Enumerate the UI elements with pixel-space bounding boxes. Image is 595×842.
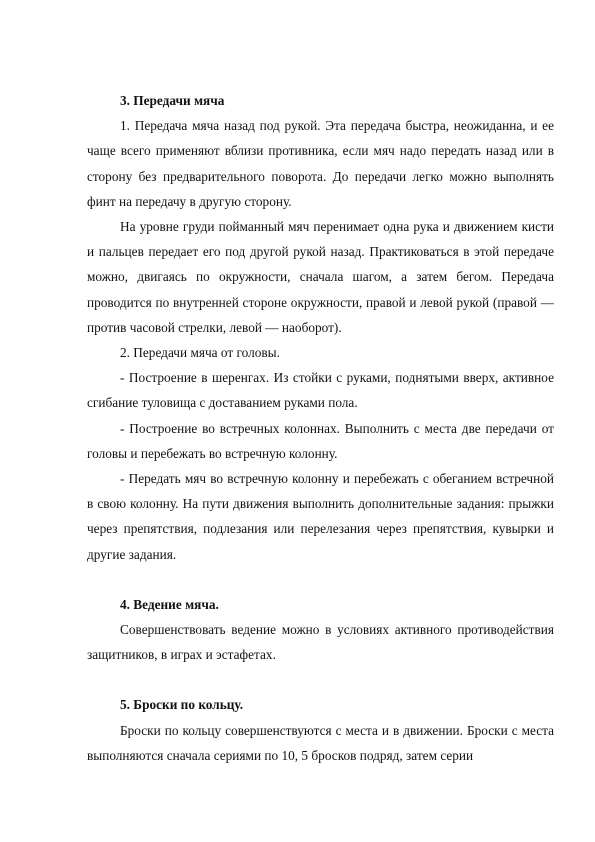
section-4-heading: 4. Ведение мяча.	[120, 596, 219, 612]
section-spacer	[87, 667, 554, 692]
document-page	[87, 88, 554, 768]
section-3-paragraph-3: 2. Передачи мяча от головы.	[120, 345, 280, 361]
section-4-paragraph-1: Совершенствовать ведение можно в условиях активного противодействия защитников, в играх и эстафетах.	[87, 622, 554, 663]
section-3-paragraph-4: - Построение в шеренгах. Из стойки с руками, поднятыми вверх, активное сгибание туловища с доставанием руками пола.	[87, 370, 554, 411]
section-3-heading: 3. Передачи мяча	[120, 93, 225, 108]
section-3-paragraph-1: 1. Передача мяча назад под рукой. Эта передача быстра, неожиданна, и ее чаще всего применяют вблизи противника, если мяч надо передать назад или в сторону без предварительного поворота. До передачи легко можно выполнять финт на передачу в другую сторону.	[87, 118, 554, 209]
section-spacer	[87, 567, 554, 592]
section-5-heading: 5. Броски по кольцу.	[120, 697, 244, 713]
section-3-paragraph-2: На уровне груди пойманный мяч перенимает одна рука и движением кисти и пальцев передает его под другой рукой назад. Практиковаться в этой передаче можно, двигаясь по окружности, сначала шагом, а затем бегом. Передача проводится по внутренней стороне окружности, правой и левой рукой (правой — против часовой стрелки, левой — наоборот).	[87, 219, 554, 335]
section-3-paragraph-6: - Передать мяч во встречную колонну и перебежать с обеганием встречной в свою колонну. На пути движения выполнить дополнительные задания: прыжки через препятствия, подлезания или перелезания через препятствия, кувырки и другие задания.	[87, 471, 554, 562]
section-5-paragraph-1: Броски по кольцу совершенствуются с места и в движении. Броски с места выполняются сначала сериями по 10, 5 бросков подряд, затем серии	[87, 722, 554, 763]
section-3-paragraph-5: - Построение во встречных колоннах. Выполнить с места две передачи от головы и перебежать во встречную колонну.	[87, 420, 554, 461]
